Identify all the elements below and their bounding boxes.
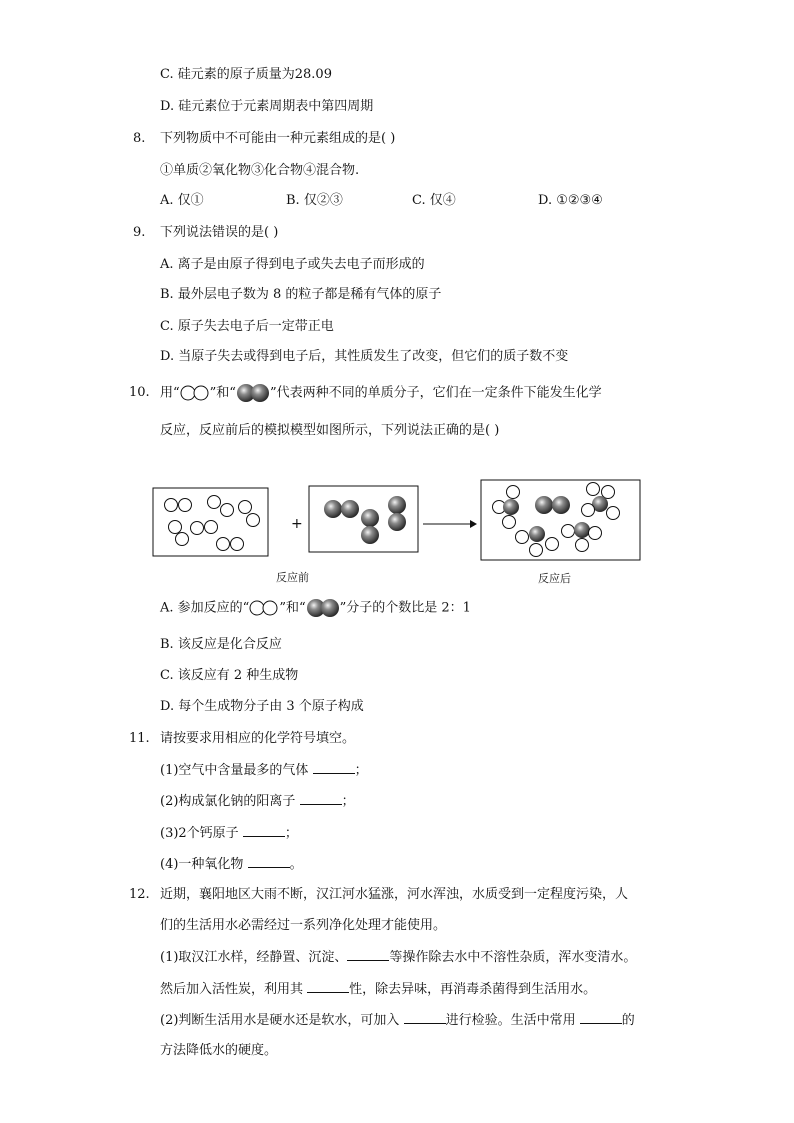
reaction-diagram <box>150 476 650 588</box>
q10-option-a-part-1: A. 参加反应的“ <box>160 600 250 616</box>
white-molecules-group <box>165 496 260 551</box>
q9-number: 9. <box>133 225 146 240</box>
answer-blank[interactable] <box>313 761 355 774</box>
q10-option-c: C. 该反应有 2 种生成物 <box>160 668 299 683</box>
q12-stem-line1: 近期，襄阳地区大雨不断，汉江河水猛涨，河水浑浊，水质受到一定程度污染，人 <box>160 887 629 902</box>
q9-option-b: B. 最外层电子数为 8 的粒子都是稀有气体的原子 <box>160 287 442 302</box>
label-after: 反应后 <box>538 572 571 585</box>
answer-blank[interactable] <box>404 1011 446 1024</box>
q10-stem-part-c: ”代表两种不同的单质分子，它们在一定条件下能发生化学 <box>269 385 602 401</box>
q10-stem-part-b: ”和“ <box>209 385 236 401</box>
q9-option-a: A. 离子是由原子得到电子或失去电子而形成的 <box>160 257 425 272</box>
q10-option-a-part-2: ”和“ <box>279 600 306 616</box>
white-molecule-icon <box>249 599 279 617</box>
q8-option-a: A. 仅① <box>160 193 204 208</box>
answer-blank[interactable] <box>243 824 285 837</box>
q10-option-a-part-3: ”分子的个数比是 2：1 <box>339 600 471 616</box>
q12-number: 12. <box>129 887 150 902</box>
after-molecules-group <box>493 483 620 557</box>
q8-stem: 下列物质中不可能由一种元素组成的是( ) <box>160 131 396 146</box>
answer-blank[interactable] <box>248 855 290 868</box>
dark-molecule-icon <box>306 598 340 618</box>
q11-stem: 请按要求用相应的化学符号填空。 <box>160 731 356 746</box>
q8-option-c: C. 仅④ <box>412 193 456 208</box>
dark-molecule-icon <box>236 383 270 403</box>
q10-stem-line1 <box>160 383 602 403</box>
q12-part1-line1 <box>160 948 636 967</box>
q12-part2-text-c: 的 <box>621 1013 635 1028</box>
q12-part1-text-d: 性，除去异味，再消毒杀菌得到生活用水。 <box>349 982 597 997</box>
q11-item-3-text: (3)2个钙原子 <box>160 826 243 841</box>
q12-part2-line2: 方法降低水的硬度。 <box>160 1043 278 1058</box>
answer-blank[interactable] <box>347 948 389 961</box>
q9-option-d: D. 当原子失去或得到电子后，其性质发生了改变，但它们的质子数不变 <box>160 349 569 364</box>
q8-sub: ①单质②氧化物③化合物④混合物. <box>160 163 360 178</box>
q11-item-2 <box>160 792 355 811</box>
q11-item-2-punct: ； <box>341 794 355 809</box>
q12-stem-line2: 们的生活用水必需经过一系列净化处理才能使用。 <box>160 918 447 933</box>
q9-option-c: C. 原子失去电子后一定带正电 <box>160 319 334 334</box>
q10-stem-line2: 反应，反应前后的模拟模型如图所示，下列说法正确的是( ) <box>160 423 500 438</box>
q10-option-d: D. 每个生成物分子由 3 个原子构成 <box>160 699 364 714</box>
q12-part1-text-c: 然后加入活性炭，利用其 <box>160 982 308 997</box>
label-before: 反应前 <box>276 571 309 584</box>
q10-option-a <box>160 598 471 618</box>
q11-number: 11. <box>129 731 150 746</box>
q10-option-b: B. 该反应是化合反应 <box>160 637 282 652</box>
q11-item-4-punct: 。 <box>289 857 303 872</box>
q11-item-1 <box>160 761 368 780</box>
white-molecule-icon <box>180 384 210 402</box>
q11-item-4 <box>160 855 303 874</box>
q12-part2-line1 <box>160 1011 635 1030</box>
q8-option-d: D. ①②③④ <box>538 193 603 208</box>
q12-part2-text-b: 进行检验。生活中常用 <box>445 1013 580 1028</box>
q7-option-c: C. 硅元素的原子质量为28.09 <box>160 67 332 82</box>
q11-item-4-text: (4)一种氧化物 <box>160 857 248 872</box>
q11-item-1-text: (1)空气中含量最多的气体 <box>160 763 313 778</box>
q9-stem: 下列说法错误的是( ) <box>160 225 279 240</box>
q12-part1-text-a: (1)取汉江水样，经静置、沉淀、 <box>160 950 348 965</box>
q10-number: 10. <box>129 385 150 400</box>
q11-item-2-text: (2)构成氯化钠的阳离子 <box>160 794 300 809</box>
answer-blank[interactable] <box>307 980 349 993</box>
plus-sign: + <box>291 516 303 532</box>
dark-molecules-group <box>324 496 406 544</box>
q8-number: 8. <box>133 131 146 146</box>
q11-item-1-punct: ； <box>354 763 368 778</box>
q12-part1-text-b: 等操作除去水中不溶性杂质，浑水变清水。 <box>389 950 637 965</box>
q7-option-d: D. 硅元素位于元素周期表中第四周期 <box>160 99 374 114</box>
q11-item-3-punct: ； <box>284 826 298 841</box>
q12-part1-line2 <box>160 980 596 999</box>
answer-blank[interactable] <box>580 1011 622 1024</box>
q11-item-3 <box>160 824 298 843</box>
answer-blank[interactable] <box>300 792 342 805</box>
q12-part2-text-a: (2)判断生活用水是硬水还是软水，可加入 <box>160 1013 404 1028</box>
q10-stem-part-a: 用“ <box>160 385 180 401</box>
q8-option-b: B. 仅②③ <box>286 193 343 208</box>
